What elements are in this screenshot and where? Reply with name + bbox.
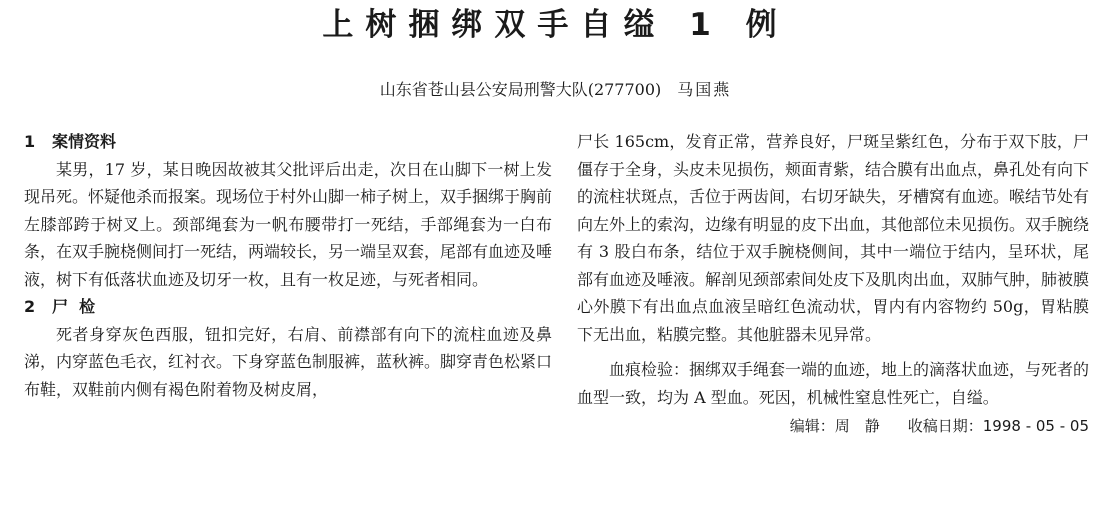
- section-number: 1: [24, 132, 36, 151]
- received-date: 收稿日期：1998 - 05 - 05: [907, 417, 1089, 435]
- section-heading-case: [24, 128, 552, 156]
- right-column: [577, 128, 1089, 441]
- section-title: 案情资料: [52, 132, 117, 151]
- autopsy-continuation: 尸长 165cm，发育正常，营养良好，尸斑呈紫红色，分布于双下肢，尸僵存于全身，头皮未见损伤，颊面青紫，结合膜有出血点，鼻孔处有向下的流柱状斑点，舌位于两齿间，右切牙缺失，牙槽窝有血迹。喉结节处有向左外上的索沟，边缘有明显的皮下出血，其他部位未见损伤。双手腕绕有 3 股白布条，结位于双手腕桡侧间，其中一端位于结内，呈环状，尾部有血迹及唾液。解剖见颈部索间处皮下及肌肉出血，双肺气肿，肺被膜心外膜下有出血点血液呈暗红色流动状，胃内有内容物约 50g，胃粘膜下无出血，粘膜完整。其他脏器未见异常。: [577, 132, 1090, 344]
- section-number: 2: [24, 297, 36, 316]
- author-name: 马国燕: [677, 80, 732, 99]
- left-column: [24, 128, 552, 403]
- section-heading-autopsy: [24, 293, 552, 321]
- article-title: 上树捆绑双手自缢 1 例: [322, 7, 789, 43]
- section-title: 尸 检: [52, 297, 96, 316]
- editor-note: 编辑：周 静: [789, 417, 880, 435]
- editorial-footer: [577, 413, 1089, 441]
- autopsy-paragraph: 死者身穿灰色西服，钮扣完好，右肩、前襟部有向下的流柱血迹及鼻涕，内穿蓝色毛衣，红衬衣。下身穿蓝色制服裤，蓝秋裤。脚穿青色松紧口布鞋，双鞋前内侧有褐色附着物及树皮屑，: [24, 324, 553, 399]
- case-paragraph: 某男，17 岁，某日晚因故被其父批评后出走，次日在山脚下一树上发现吊死。怀疑他杀而报案。现场位于村外山脚一柿子树上，双手捆绑于胸前左膝部跨于树叉上。颈部绳套为一帆布腰带打一死结，手部绳套为一白布条，在双手腕桡侧间打一死结，两端较长，另一端呈双套，尾部有血迹及唾液，树下有低落状血迹及切牙一枚，且有一枚足迹，与死者相同。: [24, 159, 553, 289]
- author-affiliation: 山东省苍山县公安局刑警大队(277700): [379, 80, 662, 99]
- byline: [0, 78, 1111, 102]
- blood-test-paragraph: 血痕检验：捆绑双手绳套一端的血迹，地上的滴落状血迹，与死者的血型一致，均为 A 型血。死因，机械性窒息性死亡，自缢。: [577, 360, 1090, 407]
